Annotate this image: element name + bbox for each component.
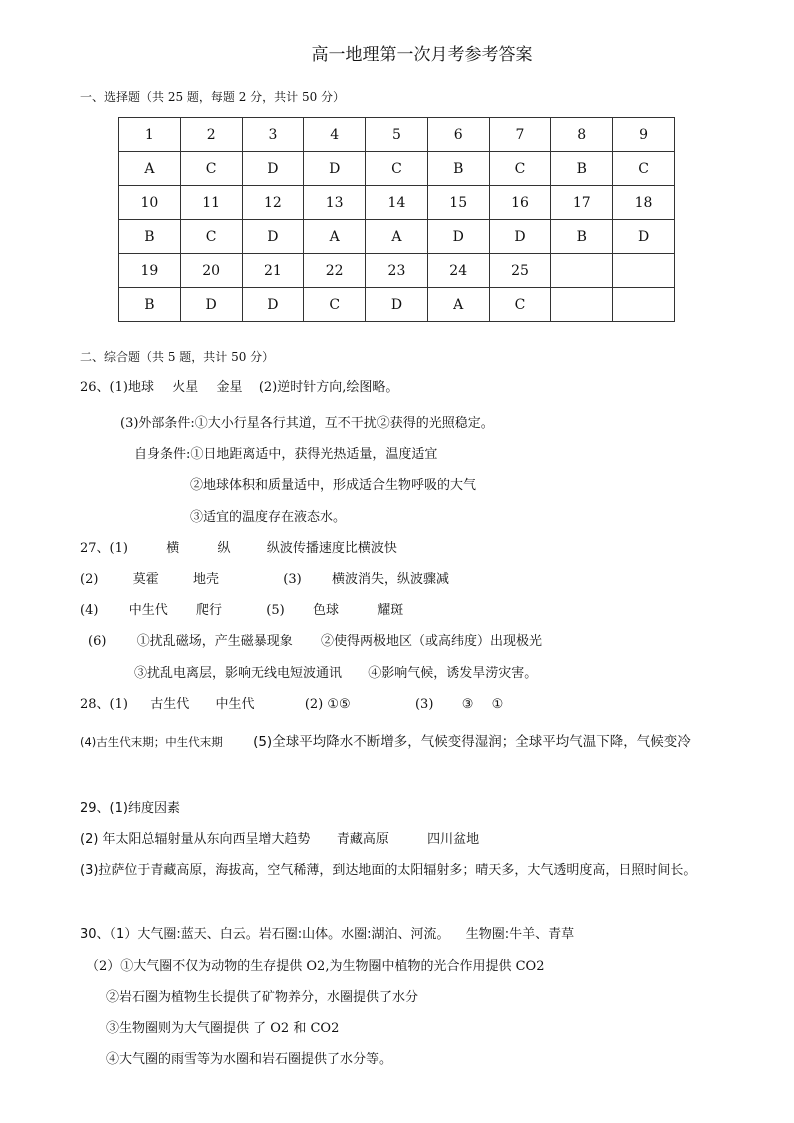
q27-line4	[88, 630, 542, 649]
table-cell: D	[242, 152, 304, 186]
q30-l1b: 生物圈:牛羊、青草	[465, 927, 575, 942]
q28-l1d: (2) ①⑤	[304, 697, 351, 712]
q27-l2d: (3)	[283, 572, 302, 587]
q26-l1d: (2)逆时针方向,绘图略。	[258, 380, 399, 395]
q26-line4: ②地球体积和质量适中，形成适合生物呼吸的大气	[190, 478, 477, 493]
table-cell: 8	[551, 118, 613, 152]
q27-l2a: (2)	[80, 572, 99, 587]
q27-l5b: ④影响气候，诱发旱涝灾害。	[368, 666, 538, 681]
table-cell: D	[427, 220, 489, 254]
q27-l3b: 中生代	[128, 603, 168, 618]
table-cell: C	[489, 152, 551, 186]
q28-l1f: ③	[461, 697, 474, 712]
table-cell: 20	[180, 254, 242, 288]
q27-l3a: (4)	[80, 603, 99, 618]
q27-l2e: 横波消失，纵波骤减	[332, 572, 450, 587]
table-cell: 18	[613, 186, 675, 220]
table-row	[119, 118, 675, 152]
table-cell: 4	[304, 118, 366, 152]
answer-table	[118, 117, 675, 322]
table-cell: 13	[304, 186, 366, 220]
table-row	[119, 152, 675, 186]
q28-line1	[80, 693, 503, 712]
q28-l2b: (5)全球平均降水不断增多，气候变得湿润；全球平均气温下降，气候变冷	[253, 734, 691, 750]
q27-line2	[80, 568, 449, 587]
q30-line3: ②岩石圈为植物生长提供了矿物养分，水圈提供了水分	[106, 990, 419, 1005]
section1-heading: 一、选择题（共 25 题，每题 2 分，共计 50 分）	[80, 90, 346, 104]
q26-l1b: 火星	[172, 380, 199, 395]
table-cell: B	[119, 288, 181, 322]
table-cell: 7	[489, 118, 551, 152]
q27-line1	[80, 537, 397, 556]
table-cell: B	[551, 220, 613, 254]
q28-l1e: (3)	[414, 697, 434, 712]
table-cell: 25	[489, 254, 551, 288]
q26-line2: (3)外部条件:①大小行星各行其道，互不干扰②获得的光照稳定。	[120, 416, 494, 431]
q28-l1b: 古生代	[150, 697, 190, 712]
table-cell: C	[489, 288, 551, 322]
q30-line4: ③生物圈则为大气圈提供 了 O2 和 CO2	[106, 1021, 340, 1036]
table-cell: C	[613, 152, 675, 186]
q29-line3: (3)拉萨位于青藏高原，海拔高，空气稀薄，到达地面的太阳辐射多；晴天多，大气透明度高，日照时间长。	[80, 863, 697, 878]
q27-l4a: (6)	[88, 634, 107, 649]
q27-line5	[134, 662, 537, 681]
table-cell: A	[427, 288, 489, 322]
table-cell: 23	[366, 254, 428, 288]
table-cell: 11	[180, 186, 242, 220]
table-cell	[613, 288, 675, 322]
table-row	[119, 254, 675, 288]
q28-line2	[80, 730, 691, 750]
table-cell: B	[119, 220, 181, 254]
table-cell: D	[242, 220, 304, 254]
table-cell: 19	[119, 254, 181, 288]
q30-line1	[80, 923, 574, 942]
table-cell: 16	[489, 186, 551, 220]
table-cell	[613, 254, 675, 288]
table-cell: C	[366, 152, 428, 186]
table-cell: 24	[427, 254, 489, 288]
table-cell: D	[366, 288, 428, 322]
q29-l2a: (2) 年太阳总辐射量从东向西呈增大趋势	[80, 832, 311, 847]
table-cell: D	[304, 152, 366, 186]
q26-line3: 自身条件:①日地距离适中，获得光热适量，温度适宜	[134, 447, 438, 462]
q27-l1b: 横	[166, 541, 180, 556]
table-cell: A	[119, 152, 181, 186]
table-row	[119, 186, 675, 220]
q27-l5a: ③扰乱电离层，影响无线电短波通讯	[134, 666, 343, 681]
q27-l3c: 爬行	[196, 603, 223, 618]
q27-l1a: 27、(1)	[80, 541, 128, 556]
q29-l2c: 四川盆地	[427, 832, 480, 847]
table-cell: 3	[242, 118, 304, 152]
table-cell: A	[304, 220, 366, 254]
table-cell: 14	[366, 186, 428, 220]
table-cell: D	[242, 288, 304, 322]
table-cell	[551, 288, 613, 322]
q28-l2a: (4)古生代末期；中生代末期	[80, 735, 223, 749]
table-cell: 6	[427, 118, 489, 152]
table-cell: D	[489, 220, 551, 254]
table-cell: 12	[242, 186, 304, 220]
q30-line2: （2）①大气圈不仅为动物的生存提供 O2,为生物圈中植物的光合作用提供 CO2	[86, 959, 545, 974]
table-cell: 21	[242, 254, 304, 288]
page-title: 高一地理第一次月考参考答案	[311, 45, 533, 65]
table-cell: C	[180, 152, 242, 186]
q27-l3d: (5)	[266, 603, 285, 618]
table-cell: B	[427, 152, 489, 186]
q27-l2b: 莫霍	[132, 572, 159, 587]
table-row	[119, 220, 675, 254]
table-cell: 2	[180, 118, 242, 152]
q26-l1a: 26、(1)地球	[80, 380, 154, 395]
q28-l1g: ①	[491, 697, 504, 712]
q29-l2b: 青藏高原	[336, 832, 389, 847]
table-cell: 9	[613, 118, 675, 152]
table-cell: C	[304, 288, 366, 322]
table-cell: 5	[366, 118, 428, 152]
table-cell: D	[613, 220, 675, 254]
q29-line2	[80, 828, 479, 847]
q30-l1a: 30、（1）大气圈:蓝天、白云。岩石圈:山体。水圈:湖泊、河流。	[80, 927, 450, 942]
table-cell: C	[180, 220, 242, 254]
q27-l4c: ②使得两极地区（或高纬度）出现极光	[321, 634, 543, 649]
section2-heading: 二、综合题（共 5 题，共计 50 分）	[80, 350, 275, 364]
q27-l4b: ①扰乱磁场，产生磁暴现象	[136, 634, 293, 649]
q28-l1c: 中生代	[215, 697, 255, 712]
table-cell: 17	[551, 186, 613, 220]
table-cell: B	[551, 152, 613, 186]
table-cell: 22	[304, 254, 366, 288]
q27-line3	[80, 599, 403, 618]
q29-line1: 29、(1)纬度因素	[80, 801, 180, 816]
q26-line5: ③适宜的温度存在液态水。	[190, 510, 347, 525]
q27-l1d: 纵波传播速度比横波快	[266, 541, 397, 556]
q27-l1c: 纵	[217, 541, 231, 556]
table-cell: 10	[119, 186, 181, 220]
table-row	[119, 288, 675, 322]
table-cell: D	[180, 288, 242, 322]
q27-l3e: 色球	[313, 603, 340, 618]
q26-l1c: 金星	[216, 380, 243, 395]
q27-l3f: 耀斑	[377, 603, 404, 618]
q28-l1a: 28、(1)	[80, 697, 128, 712]
table-cell: 15	[427, 186, 489, 220]
q30-line5: ④大气圈的雨雪等为水圈和岩石圈提供了水分等。	[106, 1052, 393, 1067]
q27-l2c: 地壳	[193, 572, 220, 587]
table-cell: 1	[119, 118, 181, 152]
table-cell	[551, 254, 613, 288]
table-cell: A	[366, 220, 428, 254]
q26-line1	[80, 376, 398, 395]
